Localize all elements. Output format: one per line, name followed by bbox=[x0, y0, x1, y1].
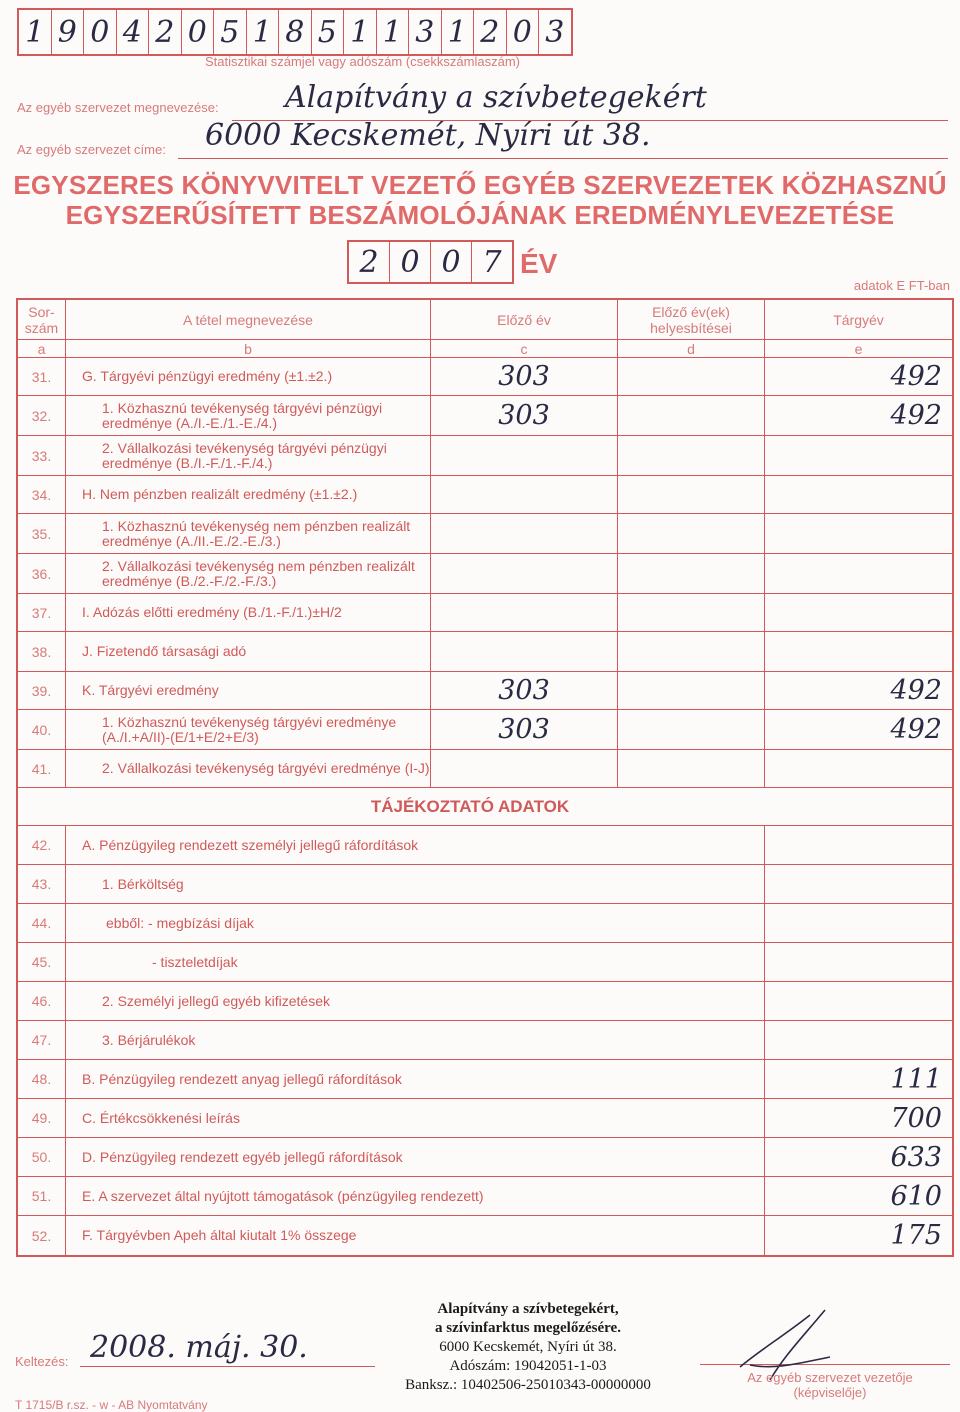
stat-digit-box: 3 bbox=[545, 14, 565, 50]
info-section-title: TÁJÉKOZTATÓ ADATOK bbox=[370, 796, 570, 816]
info-row-value bbox=[765, 982, 952, 1020]
header-current-year: Tárgyév bbox=[833, 311, 884, 328]
info-row-value: 111 bbox=[890, 1063, 942, 1095]
unit-note: adatok E FT-ban bbox=[853, 278, 950, 293]
info-row bbox=[18, 1099, 952, 1138]
row-previous-year-value: 303 bbox=[431, 672, 618, 709]
info-row-number: 50. bbox=[18, 1138, 66, 1176]
row-correction-value bbox=[618, 396, 765, 435]
row-current-year-value bbox=[765, 554, 952, 593]
table-row bbox=[18, 554, 952, 594]
row-label: H. Nem pénzben realizált eredmény (±1.±2.) bbox=[66, 476, 431, 513]
stat-digit-box: 1 bbox=[377, 10, 410, 54]
letter-c: c bbox=[431, 340, 618, 357]
table-row bbox=[18, 514, 952, 554]
info-row-value bbox=[765, 1021, 952, 1059]
year-boxes bbox=[347, 240, 514, 284]
info-row bbox=[18, 904, 952, 943]
row-correction-value bbox=[618, 632, 765, 671]
stat-number-label: Statisztikai számjel vagy adószám (csekkszámlaszám) bbox=[205, 54, 520, 69]
row-label: 1. Közhasznú tevékenység nem pénzben realizált eredménye (A./II.-E./2.-E./3.) bbox=[66, 514, 431, 553]
info-row-number: 44. bbox=[18, 904, 66, 942]
row-label: 2. Vállalkozási tevékenység tárgyévi eredménye (I-J) bbox=[66, 750, 431, 787]
info-row-value: 700 bbox=[890, 1102, 942, 1134]
info-row-value: 610 bbox=[890, 1180, 942, 1212]
info-row-label: C. Értékcsökkenési leírás bbox=[66, 1099, 765, 1137]
row-previous-year-value bbox=[431, 476, 618, 513]
row-number: 32. bbox=[18, 396, 66, 435]
row-number: 31. bbox=[18, 358, 66, 395]
row-number: 38. bbox=[18, 632, 66, 671]
report-title-line1: EGYSZERES KÖNYVVITELT VEZETŐ EGYÉB SZERVEZETEK KÖZHASZNÚ bbox=[13, 170, 947, 200]
org-address-value: 6000 Kecskemét, Nyíri út 38. bbox=[205, 118, 651, 153]
table-row bbox=[18, 436, 952, 476]
row-number: 36. bbox=[18, 554, 66, 593]
row-number: 40. bbox=[18, 710, 66, 749]
info-row-label: A. Pénzügyileg rendezett személyi jellegű ráfordítások bbox=[66, 826, 765, 864]
letter-b: b bbox=[66, 340, 431, 357]
date-value: 2008. máj. 30. bbox=[90, 1330, 308, 1365]
signer-label-line2: (képviselője) bbox=[793, 1385, 867, 1400]
row-label: 1. Közhasznú tevékenység tárgyévi eredménye (A./I.+A/II)-(E/1+E/2+E/3) bbox=[66, 710, 431, 749]
row-label: 1. Közhasznú tevékenység tárgyévi pénzügyi eredménye (A./I.-E./1.-E./4.) bbox=[66, 396, 431, 435]
header-item-name: A tétel megnevezése bbox=[66, 300, 431, 339]
info-row bbox=[18, 982, 952, 1021]
row-current-year-value: 492 bbox=[890, 361, 942, 392]
stat-digit-box: 1 bbox=[442, 10, 475, 54]
info-row-number: 48. bbox=[18, 1060, 66, 1098]
row-number: 35. bbox=[18, 514, 66, 553]
row-current-year-value bbox=[765, 594, 952, 631]
row-correction-value bbox=[618, 672, 765, 709]
info-row-number: 43. bbox=[18, 865, 66, 903]
info-row bbox=[18, 1021, 952, 1060]
stat-digit-box: 5 bbox=[312, 10, 345, 54]
info-row-label: B. Pénzügyileg rendezett anyag jellegű ráfordítások bbox=[66, 1060, 765, 1098]
stat-digit-box: 1 bbox=[19, 10, 52, 54]
row-label: 2. Vállalkozási tevékenység tárgyévi pénzügyi eredménye (B./I.-F./1.-F./4.) bbox=[66, 436, 431, 475]
letter-a: a bbox=[18, 340, 66, 357]
info-row-label: D. Pénzügyileg rendezett egyéb jellegű ráfordítások bbox=[66, 1138, 765, 1176]
stat-digit-box: 0 bbox=[84, 10, 117, 54]
info-row bbox=[18, 1060, 952, 1099]
row-correction-value bbox=[618, 710, 765, 749]
row-correction-value bbox=[618, 436, 765, 475]
row-number: 37. bbox=[18, 594, 66, 631]
row-previous-year-value bbox=[431, 554, 618, 593]
row-current-year-value bbox=[765, 514, 952, 553]
row-correction-value bbox=[618, 594, 765, 631]
row-correction-value bbox=[618, 750, 765, 787]
row-current-year-value bbox=[765, 436, 952, 475]
info-row-label: ebből: - megbízási díjak bbox=[66, 904, 765, 942]
info-row bbox=[18, 1138, 952, 1177]
header-row-number: Sor- szám bbox=[18, 300, 66, 339]
stat-digit-box: 3 bbox=[409, 10, 442, 54]
info-row-value bbox=[765, 826, 952, 864]
org-address-label: Az egyéb szervezet címe: bbox=[17, 142, 166, 157]
year-label: ÉV bbox=[520, 248, 558, 279]
info-row-number: 49. bbox=[18, 1099, 66, 1137]
info-row-value: 175 bbox=[890, 1220, 942, 1251]
org-name-label: Az egyéb szervezet megnevezése: bbox=[17, 100, 219, 115]
stat-digit-box: 4 bbox=[117, 10, 150, 54]
info-row-value: 633 bbox=[890, 1141, 942, 1173]
info-row-label: E. A szervezet által nyújtott támogatások (pénzügyileg rendezett) bbox=[66, 1177, 765, 1215]
stat-number-boxes bbox=[17, 8, 573, 56]
row-previous-year-value bbox=[431, 514, 618, 553]
row-correction-value bbox=[618, 358, 765, 395]
stat-digit-box: 1 bbox=[344, 10, 377, 54]
row-label: I. Adózás előtti eredmény (B./1.-F./1.)±H/2 bbox=[66, 594, 431, 631]
stamp-line-1: Alapítvány a szívbetegekért, bbox=[437, 1301, 619, 1317]
row-current-year-value: 492 bbox=[890, 400, 942, 431]
info-row-label: 1. Bérköltség bbox=[66, 865, 765, 903]
year-digit-box: 7 bbox=[482, 244, 502, 280]
row-number: 41. bbox=[18, 750, 66, 787]
info-row bbox=[18, 1216, 952, 1255]
form-code: T 1715/B r.sz. - w - AB Nyomtatvány bbox=[15, 1398, 208, 1412]
organization-stamp bbox=[380, 1300, 676, 1395]
signer-label bbox=[710, 1370, 950, 1400]
row-label: K. Tárgyévi eredmény bbox=[66, 672, 431, 709]
date-line bbox=[80, 1366, 375, 1367]
row-number: 39. bbox=[18, 672, 66, 709]
header-previous-year: Előző év bbox=[431, 300, 618, 339]
info-row-number: 52. bbox=[18, 1216, 66, 1255]
info-row-number: 51. bbox=[18, 1177, 66, 1215]
stamp-line-2: a szívinfarktus megelőzésére. bbox=[435, 1320, 621, 1336]
row-current-year-value: 492 bbox=[890, 675, 942, 706]
info-row bbox=[18, 943, 952, 982]
table-row bbox=[18, 396, 952, 436]
info-row-number: 42. bbox=[18, 826, 66, 864]
table-row bbox=[18, 358, 952, 396]
info-row-value bbox=[765, 865, 952, 903]
date-label: Keltezés: bbox=[15, 1354, 69, 1369]
stamp-line-4: Adószám: 19042051-1-03 bbox=[449, 1358, 607, 1374]
table-letter-row bbox=[18, 340, 952, 358]
stat-digit-box: 0 bbox=[507, 10, 540, 54]
table-row bbox=[18, 710, 952, 750]
info-row-number: 45. bbox=[18, 943, 66, 981]
letter-d: d bbox=[618, 340, 765, 357]
info-row-number: 46. bbox=[18, 982, 66, 1020]
stat-digit-box: 0 bbox=[182, 10, 215, 54]
info-row-label: 3. Bérjárulékok bbox=[66, 1021, 765, 1059]
stat-digit-box: 2 bbox=[474, 10, 507, 54]
row-previous-year-value bbox=[431, 632, 618, 671]
year-digit-box: 0 bbox=[390, 242, 431, 282]
row-previous-year-value bbox=[431, 436, 618, 475]
year-digit-box: 0 bbox=[431, 242, 472, 282]
stamp-line-3: 6000 Kecskemét, Nyíri út 38. bbox=[439, 1339, 617, 1355]
info-row-value bbox=[765, 943, 952, 981]
org-address-line bbox=[178, 158, 948, 159]
info-row-value bbox=[765, 904, 952, 942]
stat-digit-box: 1 bbox=[247, 10, 280, 54]
stat-digit-box: 9 bbox=[52, 10, 85, 54]
info-row bbox=[18, 865, 952, 904]
result-table bbox=[16, 298, 954, 1257]
stamp-line-5: Banksz.: 10402506-25010343-00000000 bbox=[405, 1377, 651, 1393]
table-row bbox=[18, 750, 952, 788]
row-number: 34. bbox=[18, 476, 66, 513]
org-name-value: Alapítvány a szívbetegekért bbox=[285, 80, 707, 115]
row-previous-year-value: 303 bbox=[431, 396, 618, 435]
table-row bbox=[18, 632, 952, 672]
table-row bbox=[18, 594, 952, 632]
row-previous-year-value bbox=[431, 750, 618, 787]
year-digit-box: 2 bbox=[349, 242, 390, 282]
signer-label-line1: Az egyéb szervezet vezetője bbox=[747, 1370, 913, 1385]
table-header-row bbox=[18, 300, 952, 340]
row-label: G. Tárgyévi pénzügyi eredmény (±1.±2.) bbox=[66, 358, 431, 395]
row-number: 33. bbox=[18, 436, 66, 475]
letter-e: e bbox=[854, 340, 863, 357]
row-previous-year-value: 303 bbox=[431, 710, 618, 749]
info-section-title-row bbox=[18, 788, 952, 826]
info-row bbox=[18, 826, 952, 865]
row-previous-year-value bbox=[431, 594, 618, 631]
row-correction-value bbox=[618, 476, 765, 513]
row-correction-value bbox=[618, 514, 765, 553]
row-label: J. Fizetendő társasági adó bbox=[66, 632, 431, 671]
info-row-label: - tiszteletdíjak bbox=[66, 943, 765, 981]
row-current-year-value bbox=[765, 476, 952, 513]
table-row bbox=[18, 672, 952, 710]
row-previous-year-value: 303 bbox=[431, 358, 618, 395]
row-current-year-value bbox=[765, 632, 952, 671]
stat-digit-box: 2 bbox=[149, 10, 182, 54]
row-current-year-value: 492 bbox=[890, 714, 942, 745]
report-title-line2: EGYSZERŰSÍTETT BESZÁMOLÓJÁNAK EREDMÉNYLEVEZETÉSE bbox=[65, 200, 895, 230]
table-row bbox=[18, 476, 952, 514]
stat-digit-box: 5 bbox=[214, 10, 247, 54]
stat-digit-box: 8 bbox=[279, 10, 312, 54]
row-correction-value bbox=[618, 554, 765, 593]
info-row-label: 2. Személyi jellegű egyéb kifizetések bbox=[66, 982, 765, 1020]
info-row bbox=[18, 1177, 952, 1216]
info-row-label: F. Tárgyévben Apeh által kiutalt 1% összege bbox=[66, 1216, 765, 1255]
info-row-number: 47. bbox=[18, 1021, 66, 1059]
row-label: 2. Vállalkozási tevékenység nem pénzben realizált eredménye (B./2.-F./2.-F./3.) bbox=[66, 554, 431, 593]
header-corrections: Előző év(ek) helyesbítései bbox=[618, 300, 765, 339]
row-current-year-value bbox=[765, 750, 952, 787]
